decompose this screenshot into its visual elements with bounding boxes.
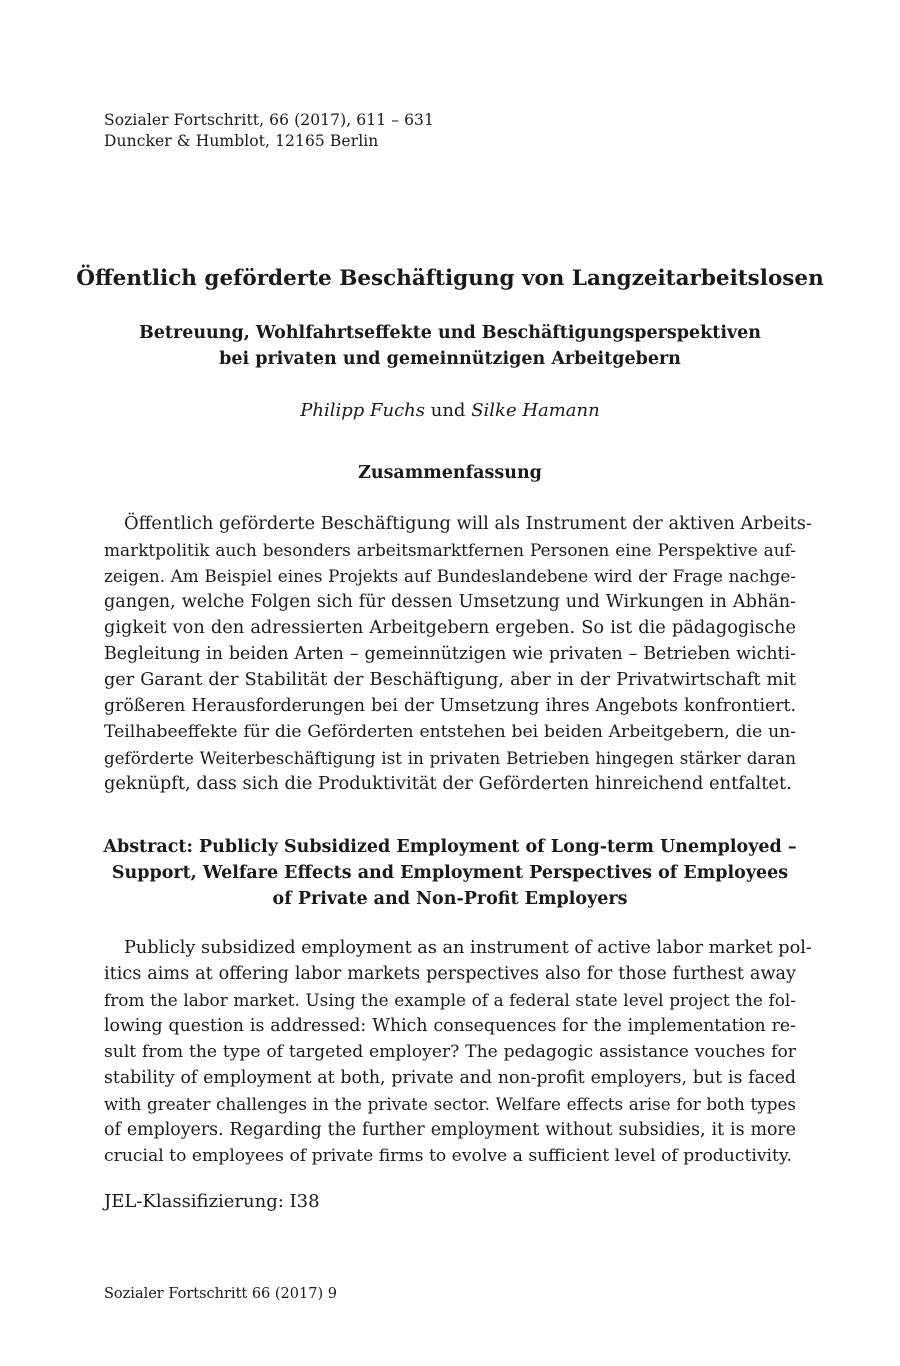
zusammenfassung-line: Teilhabeeffekte für die Geförderten entstehen bei beiden Arbeitgebern, die un- [104, 722, 796, 742]
abstract-heading-line-1: Abstract: Publicly Subsidized Employment of Long-term Unemployed – [103, 837, 797, 857]
zusammenfassung-line: gangen, welche Folgen sich für dessen Umsetzung und Wirkungen in Abhän- [104, 592, 796, 612]
author-2: Silke Hamann [471, 400, 600, 421]
zusammenfassung-line: geknüpft, dass sich die Produktivität der Geförderten hinreichend entfaltet. [104, 773, 792, 794]
abstract-line: Publicly subsidized employment as an instrument of active labor market pol- [124, 938, 812, 958]
abstract-line: crucial to employees of private firms to evolve a sufficient level of productivity. [104, 1146, 792, 1166]
author-1: Philipp Fuchs [300, 400, 425, 421]
author-conjunction: und [430, 400, 466, 421]
zusammenfassung-heading: Zusammenfassung [358, 463, 542, 483]
zusammenfassung-paragraph [104, 511, 812, 797]
zusammenfassung-line: Begleitung in beiden Arten – gemeinnützigen wie privaten – Betrieben wichti- [104, 644, 796, 664]
authors [0, 397, 900, 425]
jel-classification: JEL-Klassifizierung: I38 [104, 1191, 320, 1212]
abstract-line: with greater challenges in the private sector. Welfare effects arise for both types [104, 1094, 796, 1114]
subtitle-line-2: bei privaten und gemeinnützigen Arbeitgebern [219, 349, 681, 369]
page-footer: Sozialer Fortschritt 66 (2017) 9 [104, 1286, 337, 1302]
zusammenfassung-line: gigkeit von den adressierten Arbeitgebern ergeben. So ist die pädagogische [104, 617, 796, 638]
abstract-line: of employers. Regarding the further employment without subsidies, it is more [104, 1120, 796, 1140]
abstract-line: from the labor market. Using the example of a federal state level project the fol- [104, 990, 796, 1010]
journal-citation: Sozialer Fortschritt, 66 (2017), 611 – 631 [104, 111, 434, 129]
publisher-line: Duncker & Humblot, 12165 Berlin [104, 132, 379, 150]
abstract-line: sult from the type of targeted employer? The pedagogic assistance vouches for [104, 1042, 796, 1062]
zusammenfassung-line: geförderte Weiterbeschäftigung ist in privaten Betrieben hingegen stärker daran [104, 748, 796, 768]
zusammenfassung-line: ger Garant der Stabilität der Beschäftigung, aber in der Privatwirtschaft mit [104, 670, 796, 690]
article-title: Öffentlich geförderte Beschäftigung von Langzeitarbeitslosen [76, 266, 824, 291]
abstract-heading-line-3: of Private and Non-Profit Employers [272, 889, 628, 909]
zusammenfassung-line: Öffentlich geförderte Beschäftigung will als Instrument der aktiven Arbeits- [124, 513, 812, 534]
zusammenfassung-line: größeren Herausforderungen bei der Umsetzung ihres Angebots konfrontiert. [104, 696, 796, 716]
abstract-line: lowing question is addressed: Which consequences for the implementation re- [104, 1016, 796, 1036]
zusammenfassung-line: zeigen. Am Beispiel eines Projekts auf Bundeslandebene wird der Frage nachge- [104, 566, 796, 586]
abstract-heading-line-2: Support, Welfare Effects and Employment Perspectives of Employees [111, 863, 789, 883]
zusammenfassung-line: marktpolitik auch besonders arbeitsmarktfernen Personen eine Perspektive auf- [104, 540, 796, 560]
abstract-paragraph [104, 935, 812, 1169]
subtitle-line-1: Betreuung, Wohlfahrtseffekte und Beschäftigungsperspektiven [138, 323, 762, 343]
abstract-line: itics aims at offering labor markets perspectives also for those furthest away [104, 964, 796, 984]
abstract-line: stability of employment at both, private and non-profit employers, but is faced [104, 1068, 796, 1088]
